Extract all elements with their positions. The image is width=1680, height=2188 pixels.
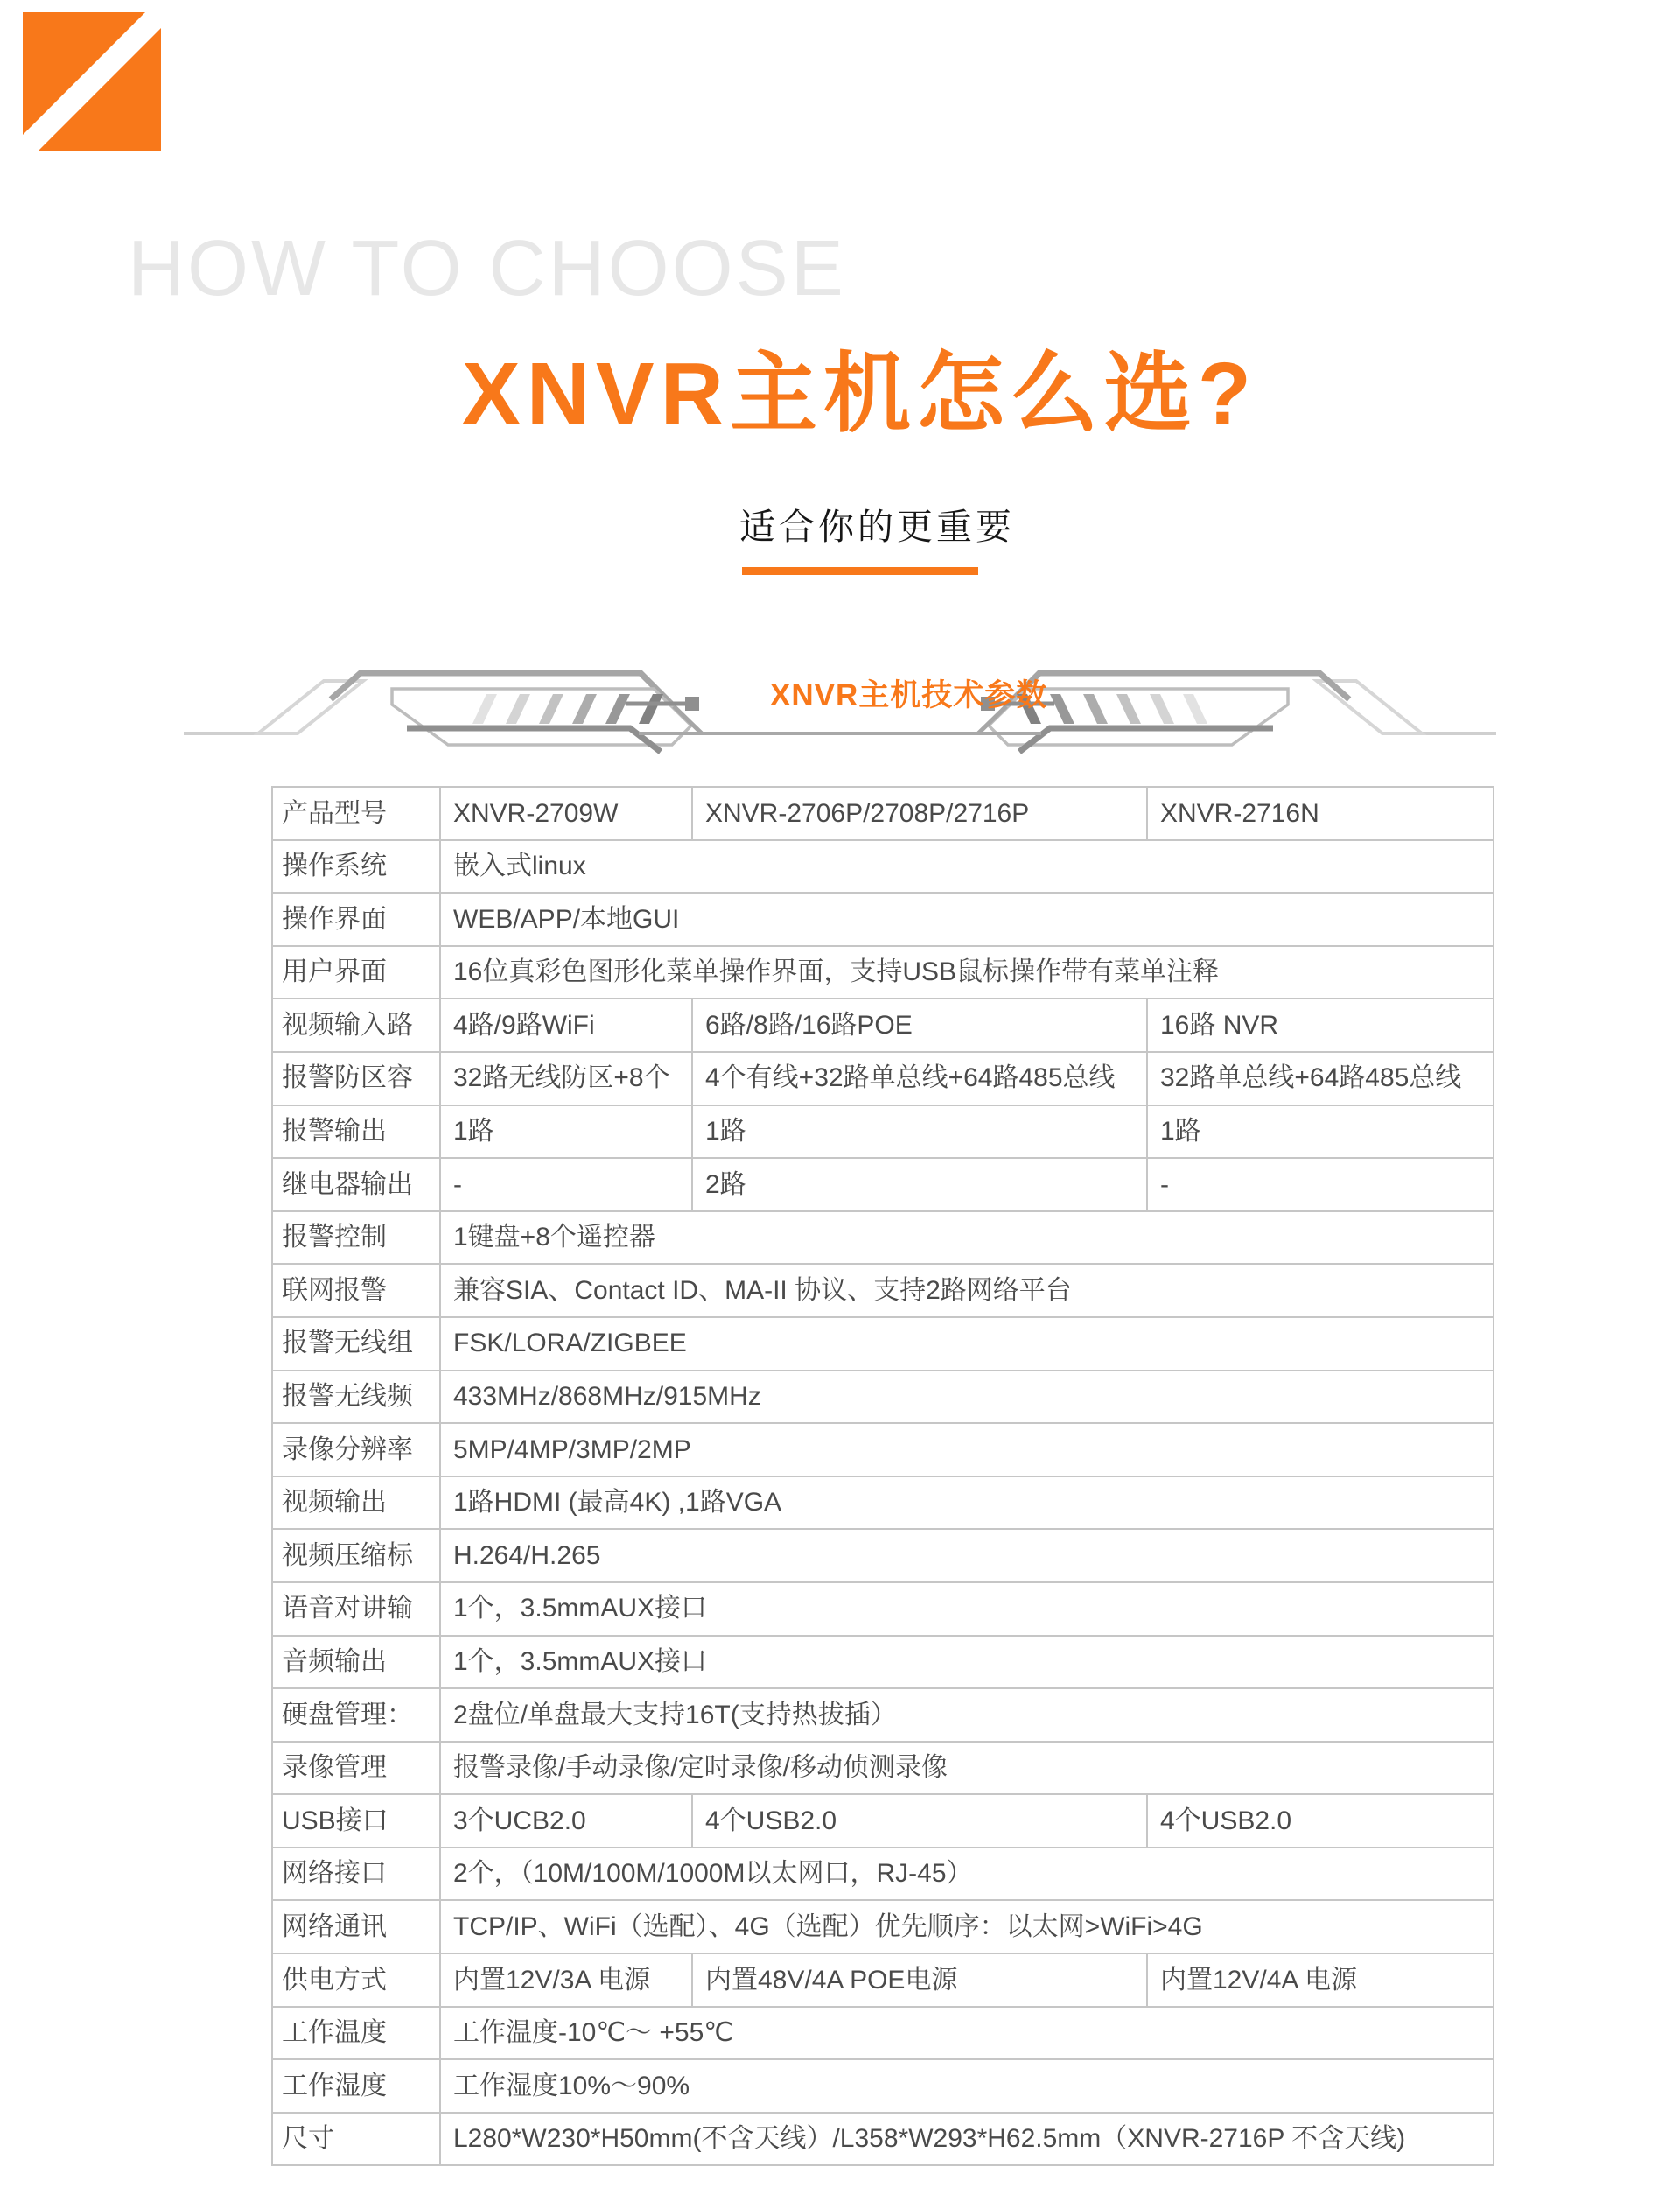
spec-label-cell: USB接口 — [272, 1794, 440, 1848]
spec-label-cell: 用户界面 — [272, 946, 440, 999]
spec-label-cell: 报警无线组 — [272, 1317, 440, 1371]
spec-label-cell: 语音对讲输 — [272, 1582, 440, 1636]
page-title: XNVR主机怎么选? — [462, 345, 1257, 443]
spec-value-cell: 1路 — [1147, 1105, 1494, 1159]
spec-value-cell: 4个USB2.0 — [692, 1794, 1147, 1848]
spec-value-cell: 4个有线+32路单总线+64路485总线 — [692, 1052, 1147, 1105]
spec-value-cell: 4个USB2.0 — [1147, 1794, 1494, 1848]
subtitle-underline — [742, 567, 978, 575]
spec-value-cell: 16路 NVR — [1147, 999, 1494, 1052]
spec-value-cell: 内置48V/4A POE电源 — [692, 1953, 1147, 2007]
table-row — [272, 1105, 1494, 1159]
corner-brand-mark-svg — [12, 7, 168, 165]
spec-value-cell: XNVR-2716N — [1147, 787, 1494, 840]
spec-table — [271, 786, 1494, 2166]
table-row — [272, 946, 1494, 999]
spec-value-cell: 工作湿度10%～90% — [440, 2059, 1494, 2113]
spec-value-cell: 1个，3.5mmAUX接口 — [440, 1636, 1494, 1689]
spec-label-cell: 报警无线频 — [272, 1371, 440, 1424]
table-row — [272, 2007, 1494, 2060]
table-row — [272, 1582, 1494, 1636]
spec-label-cell: 产品型号 — [272, 787, 440, 840]
spec-value-cell: 2盘位/单盘最大支持16T(支持热拔插） — [440, 1688, 1494, 1742]
spec-value-cell: 1路HDMI (最高4K) ,1路VGA — [440, 1476, 1494, 1530]
table-row — [272, 1052, 1494, 1105]
spec-value-cell: 报警录像/手动录像/定时录像/移动侦测录像 — [440, 1742, 1494, 1795]
table-row — [272, 1742, 1494, 1795]
table-row — [272, 2113, 1494, 2166]
spec-label-cell: 报警防区容 — [272, 1052, 440, 1105]
spec-table-body — [272, 787, 1494, 2165]
spec-label-cell: 报警控制 — [272, 1211, 440, 1265]
spec-value-cell: FSK/LORA/ZIGBEE — [440, 1317, 1494, 1371]
table-row — [272, 840, 1494, 894]
table-row — [272, 1158, 1494, 1211]
spec-value-cell: 4路/9路WiFi — [440, 999, 692, 1052]
table-row — [272, 787, 1494, 840]
spec-value-cell: 嵌入式linux — [440, 840, 1494, 894]
spec-value-cell: 工作温度-10℃～ +55℃ — [440, 2007, 1494, 2060]
spec-value-cell: 内置12V/4A 电源 — [1147, 1953, 1494, 2007]
spec-label-cell: 录像分辨率 — [272, 1423, 440, 1476]
table-row — [272, 1848, 1494, 1901]
spec-label-cell: 报警输出 — [272, 1105, 440, 1159]
corner-brand-mark-icon — [12, 7, 168, 169]
spec-value-cell: 433MHz/868MHz/915MHz — [440, 1371, 1494, 1424]
spec-label-cell: 网络接口 — [272, 1848, 440, 1901]
table-row — [272, 893, 1494, 946]
spec-value-cell: 16位真彩色图形化菜单操作界面，支持USB鼠标操作带有菜单注释 — [440, 946, 1494, 999]
spec-label-cell: 录像管理 — [272, 1742, 440, 1795]
spec-value-cell: XNVR-2706P/2708P/2716P — [692, 787, 1147, 840]
spec-label-cell: 音频输出 — [272, 1636, 440, 1689]
spec-label-cell: 操作界面 — [272, 893, 440, 946]
spec-value-cell: 1路 — [440, 1105, 692, 1159]
page-subtitle: 适合你的更重要 — [739, 507, 1015, 547]
spec-value-cell: 2路 — [692, 1158, 1147, 1211]
spec-value-cell: L280*W230*H50mm(不含天线）/L358*W293*H62.5mm（XNVR-2716P 不含天线) — [440, 2113, 1494, 2166]
spec-label-cell: 视频压缩标 — [272, 1529, 440, 1582]
table-row — [272, 1423, 1494, 1476]
spec-label-cell: 视频输入路 — [272, 999, 440, 1052]
spec-value-cell: 兼容SIA、Contact ID、MA-II 协议、支持2路网络平台 — [440, 1264, 1494, 1317]
table-row — [272, 1794, 1494, 1848]
spec-value-cell: - — [440, 1158, 692, 1211]
section-title: XNVR主机技术参数 — [770, 678, 1048, 712]
spec-value-cell: H.264/H.265 — [440, 1529, 1494, 1582]
table-row — [272, 1636, 1494, 1689]
spec-value-cell: 1个，3.5mmAUX接口 — [440, 1582, 1494, 1636]
spec-label-cell: 硬盘管理： — [272, 1688, 440, 1742]
spec-label-cell: 联网报警 — [272, 1264, 440, 1317]
table-row — [272, 1476, 1494, 1530]
spec-value-cell: 内置12V/3A 电源 — [440, 1953, 692, 2007]
spec-label-cell: 工作湿度 — [272, 2059, 440, 2113]
spec-value-cell: 1路 — [692, 1105, 1147, 1159]
spec-label-cell: 供电方式 — [272, 1953, 440, 2007]
table-row — [272, 1371, 1494, 1424]
spec-label-cell: 工作温度 — [272, 2007, 440, 2060]
table-row — [272, 1529, 1494, 1582]
spec-value-cell: 2个，（10M/100M/1000M以太网口，RJ-45） — [440, 1848, 1494, 1901]
table-row — [272, 1317, 1494, 1371]
spec-value-cell: - — [1147, 1158, 1494, 1211]
table-row — [272, 1900, 1494, 1953]
table-row — [272, 1211, 1494, 1265]
spec-value-cell: 5MP/4MP/3MP/2MP — [440, 1423, 1494, 1476]
spec-value-cell: 6路/8路/16路POE — [692, 999, 1147, 1052]
spec-label-cell: 继电器输出 — [272, 1158, 440, 1211]
table-row — [272, 1688, 1494, 1742]
spec-value-cell: 1键盘+8个遥控器 — [440, 1211, 1494, 1265]
spec-value-cell: XNVR-2709W — [440, 787, 692, 840]
table-row — [272, 999, 1494, 1052]
spec-value-cell: TCP/IP、WiFi（选配）、4G（选配）优先顺序：以太网>WiFi>4G — [440, 1900, 1494, 1953]
table-row — [272, 2059, 1494, 2113]
spec-label-cell: 视频输出 — [272, 1476, 440, 1530]
background-word: HOW TO CHOOSE — [128, 225, 846, 312]
spec-label-cell: 操作系统 — [272, 840, 440, 894]
spec-value-cell: 32路无线防区+8个 — [440, 1052, 692, 1105]
spec-label-cell: 网络通讯 — [272, 1900, 440, 1953]
table-row — [272, 1953, 1494, 2007]
spec-value-cell: 3个UCB2.0 — [440, 1794, 692, 1848]
spec-value-cell: WEB/APP/本地GUI — [440, 893, 1494, 946]
table-row — [272, 1264, 1494, 1317]
spec-value-cell: 32路单总线+64路485总线 — [1147, 1052, 1494, 1105]
spec-label-cell: 尺寸 — [272, 2113, 440, 2166]
